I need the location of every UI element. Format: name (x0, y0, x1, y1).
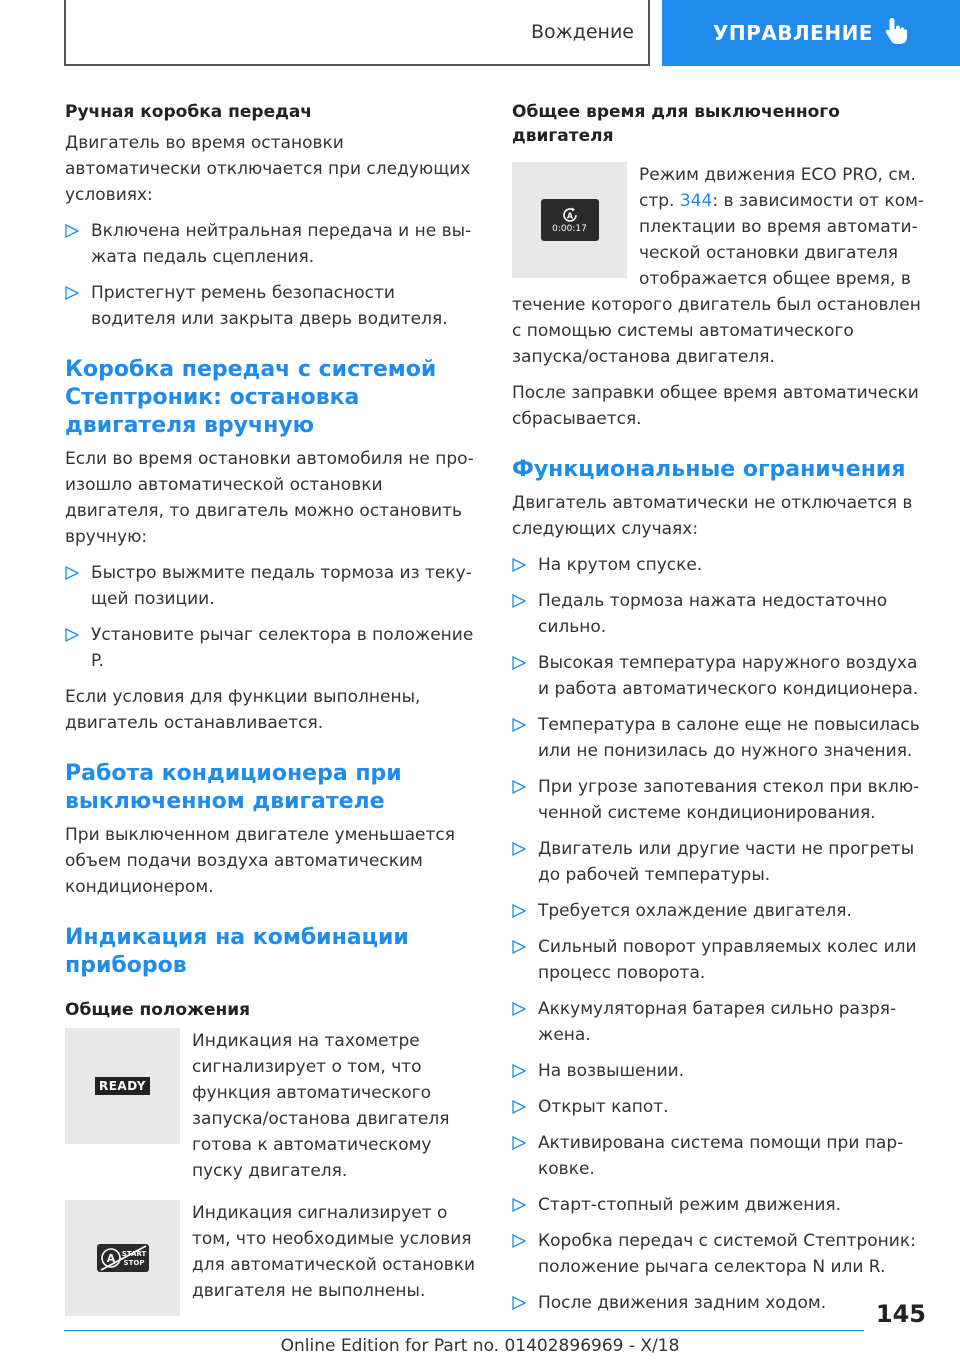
limits-text: Двигатель автоматически не отключается в следующих случаях: (512, 493, 913, 539)
list-item: Температура в салоне еще не повысилась или не понизилась до нужного значения. (512, 712, 927, 764)
triangle-bullet-icon (512, 842, 526, 856)
ready-badge: READY (95, 1077, 150, 1095)
page-header (0, 0, 960, 66)
manual-conditions-list (65, 218, 480, 332)
svg-text:STOP: STOP (123, 1259, 144, 1267)
list-item: Педаль тормоза нажата недостаточно сильно. (512, 588, 927, 640)
startstop-figure-text: Индикация сигнализирует о том, что необходимые условия для автоматической остановки двигателя не выполнены. (192, 1203, 476, 1301)
list-item: Коробка передач с системой Стептроник: положение рычага селектора N или R. (512, 1228, 927, 1280)
list-item: Старт-стопный режим движения. (512, 1192, 927, 1218)
triangle-bullet-icon (512, 1064, 526, 1078)
triangle-bullet-icon (512, 656, 526, 670)
left-column (65, 100, 480, 1326)
list-item: На возвышении. (512, 1058, 927, 1084)
right-column (512, 100, 927, 1326)
triangle-bullet-icon (512, 1198, 526, 1212)
triangle-bullet-icon (512, 1234, 526, 1248)
svg-text:START: START (121, 1250, 146, 1258)
edition-footer: Online Edition for Part no. 01402896969 - X/18 (280, 1336, 680, 1356)
indication-heading: Индикация на комбинации приборов (65, 925, 409, 978)
triangle-bullet-icon (512, 718, 526, 732)
total-time-figure (512, 162, 927, 292)
limits-list (512, 552, 927, 1316)
triangle-bullet-icon (512, 594, 526, 608)
total-time-indicator-image (512, 162, 627, 278)
list-item: Открыт капот. (512, 1094, 927, 1120)
total-time-figure-text: Режим движения ECO PRO, см. стр. 344: в зависимости от комплектации во время автоматической остановки двигателя отображается общее время, в (639, 165, 925, 289)
list-item: Пристегнут ремень безопасности водителя или закрыта дверь водителя. (65, 280, 480, 332)
ac-text: При выключенном двигателе уменьшается объем подачи воздуха автоматическим кондиционером. (65, 825, 455, 897)
list-item: На крутом спуске. (512, 552, 927, 578)
page-number: 145 (875, 1300, 926, 1328)
list-item: Активирована система помощи при парковке. (512, 1130, 927, 1182)
triangle-bullet-icon (65, 566, 79, 580)
list-item: Быстро выжмите педаль тормоза из текущей позиции. (65, 560, 480, 612)
footer-divider (64, 1330, 864, 1331)
list-item: Требуется охлаждение двигателя. (512, 898, 927, 924)
triangle-bullet-icon (65, 286, 79, 300)
total-time-value: 0:00:17 (552, 224, 587, 234)
list-item: После движения задним ходом. (512, 1290, 927, 1316)
list-item: При угрозе запотевания стекол при включенной системе кондиционирования. (512, 774, 927, 826)
triangle-bullet-icon (512, 940, 526, 954)
list-item: Включена нейтральная передача и не выжата педаль сцепления. (65, 218, 480, 270)
hand-pointer-icon (883, 16, 909, 51)
triangle-bullet-icon (65, 224, 79, 238)
refuel-reset-text: После заправки общее время автоматически сбрасывается. (512, 383, 919, 429)
total-time-heading: Общее время для выключенного двигателя (512, 102, 840, 146)
chapter-label: УПРАВЛЕНИЕ (713, 21, 873, 45)
triangle-bullet-icon (512, 1136, 526, 1150)
startstop-figure (65, 1200, 480, 1316)
triangle-bullet-icon (512, 904, 526, 918)
triangle-bullet-icon (512, 1296, 526, 1310)
manual-gearbox-heading: Ручная коробка передач (65, 102, 312, 122)
list-item: Установите рычаг селектора в положение P. (65, 622, 480, 674)
startstop-indicator-image (65, 1200, 180, 1316)
manual-gearbox-text: Двигатель во время остановки автоматически отключается при следующих условиях: (65, 133, 471, 205)
list-item: Аккумуляторная батарея сильно разряжена. (512, 996, 927, 1048)
svg-text:A: A (106, 1252, 115, 1265)
triangle-bullet-icon (512, 558, 526, 572)
svg-text:A: A (566, 211, 573, 221)
triangle-bullet-icon (512, 1100, 526, 1114)
total-time-continued-text: течение которого двигатель был остановлен с помощью системы автоматического запуска/останова двигателя. (512, 295, 921, 367)
ready-figure (65, 1028, 480, 1184)
chapter-tab[interactable] (662, 0, 960, 66)
steptronic-result-text: Если условия для функции выполнены, двигатель останавливается. (65, 687, 421, 733)
triangle-bullet-icon (65, 628, 79, 642)
steptronic-heading: Коробка передач с системой Стептроник: остановка двигателя вручную (65, 357, 437, 438)
triangle-bullet-icon (512, 780, 526, 794)
auto-start-stop-crossed-icon (96, 1243, 150, 1273)
total-time-badge (541, 199, 599, 241)
section-tab[interactable] (64, 0, 650, 66)
ready-indicator-image (65, 1028, 180, 1144)
steptronic-steps-list (65, 560, 480, 674)
list-item: Высокая температура наружного воздуха и работа автоматического кондиционера. (512, 650, 927, 702)
page-link-344[interactable]: 344 (679, 191, 713, 211)
ac-heading: Работа кондиционера при выключенном двигателе (65, 761, 402, 814)
list-item: Сильный поворот управляемых колес или процесс поворота. (512, 934, 927, 986)
triangle-bullet-icon (512, 1002, 526, 1016)
limits-heading: Функциональные ограничения (512, 457, 906, 482)
auto-start-stop-icon (561, 206, 579, 224)
list-item: Двигатель или другие части не прогреты до рабочей температуры. (512, 836, 927, 888)
steptronic-text: Если во время остановки автомобиля не произошло автоматической остановки двигателя, то двигатель можно остановить вручную: (65, 449, 474, 547)
section-label: Вождение (530, 21, 634, 43)
general-heading: Общие положения (65, 1000, 251, 1020)
ready-figure-text: Индикация на тахометре сигнализирует о том, что функция автоматического запуска/останова двигателя готова к автоматическому пуску двигателя. (192, 1031, 450, 1181)
